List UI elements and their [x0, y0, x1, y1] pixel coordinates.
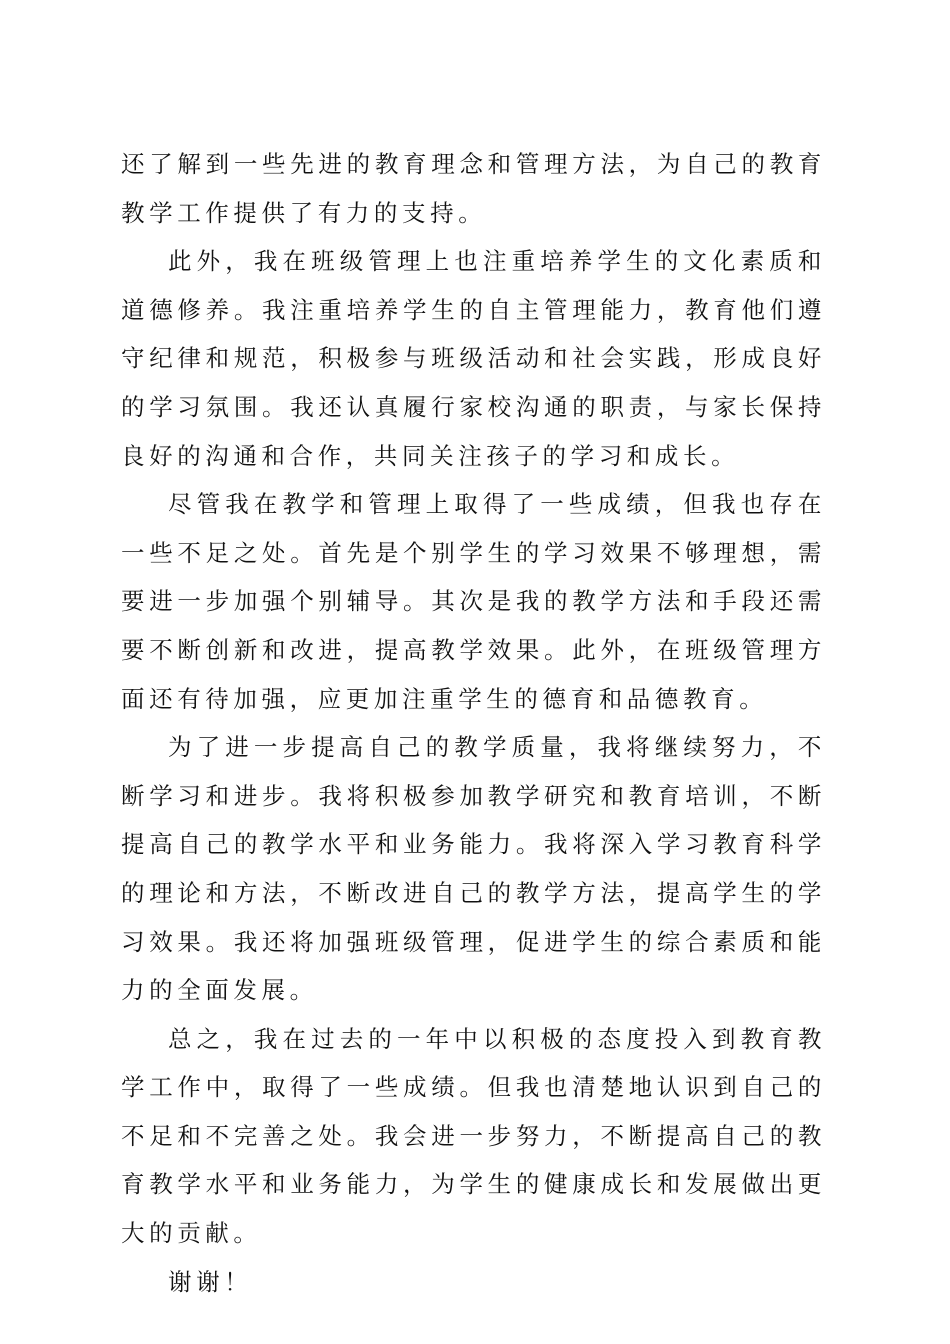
paragraph-2: 此外，我在班级管理上也注重培养学生的文化素质和道德修养。我注重培养学生的自主管理能力，教育他们遵守纪律和规范，积极参与班级活动和社会实践，形成良好的学习氛围。我还认真履行家校沟通的职责，与家长保持良好的沟通和合作，共同关注孩子的学习和成长。 [121, 247, 826, 470]
paragraph-3: 尽管我在教学和管理上取得了一些成绩，但我也存在一些不足之处。首先是个别学生的学习效果不够理想，需要进一步加强个别辅导。其次是我的教学方法和手段还需要不断创新和改进，提高教学效果。此外，在班级管理方面还有待加强，应更加注重学生的德育和品德教育。 [121, 490, 826, 713]
closing-thanks: 谢谢！ [168, 1267, 253, 1296]
document-page [121, 140, 826, 1306]
paragraph-5: 总之，我在过去的一年中以积极的态度投入到教育教学工作中，取得了一些成绩。但我也清楚地认识到自己的不足和不完善之处。我会进一步努力，不断提高自己的教育教学水平和业务能力，为学生的健康成长和发展做出更大的贡献。 [121, 1024, 826, 1248]
paragraph-4: 为了进一步提高自己的教学质量，我将继续努力，不断学习和进步。我将积极参加教学研究和教育培训，不断提高自己的教学水平和业务能力。我将深入学习教育科学的理论和方法，不断改进自己的教学方法，提高学生的学习效果。我还将加强班级管理，促进学生的综合素质和能力的全面发展。 [121, 733, 826, 1005]
paragraph-1: 还了解到一些先进的教育理念和管理方法，为自己的教育教学工作提供了有力的支持。 [121, 150, 826, 227]
